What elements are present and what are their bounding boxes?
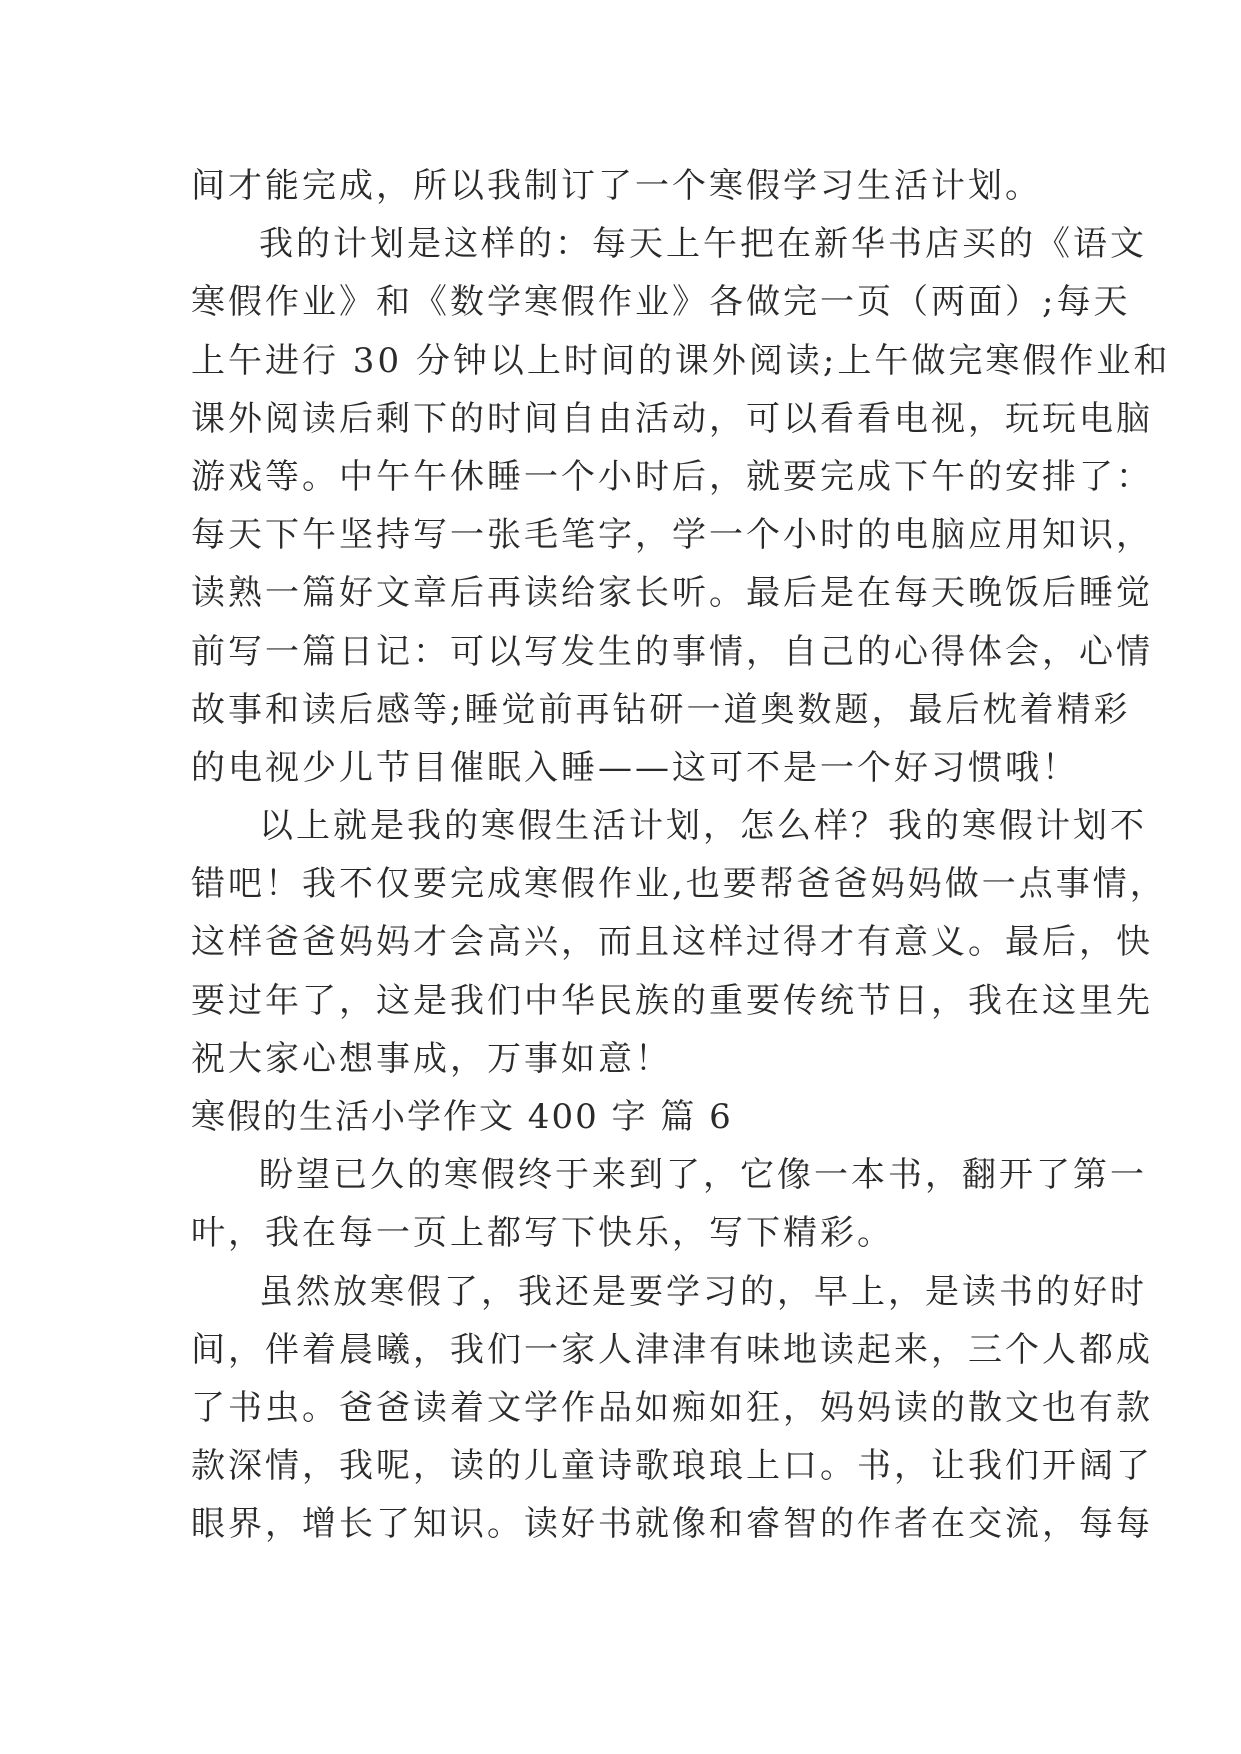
- paragraph-line: 读熟一篇好文章后再读给家长听。最后是在每天晚饭后睡觉: [191, 573, 1153, 614]
- paragraph-line: 寒假作业》和《数学寒假作业》各做完一页（两面）;每天: [191, 282, 1131, 323]
- paragraph-line: 间，伴着晨曦，我们一家人津津有味地读起来，三个人都成: [191, 1329, 1153, 1370]
- paragraph-line: 要过年了，这是我们中华民族的重要传统节日，我在这里先: [191, 980, 1153, 1021]
- paragraph-line: 这样爸爸妈妈才会高兴，而且这样过得才有意义。最后，快: [191, 922, 1153, 963]
- paragraph-line: 课外阅读后剩下的时间自由活动，可以看看电视，玩玩电脑: [191, 398, 1153, 439]
- paragraph-line: 以上就是我的寒假生活计划，怎么样？我的寒假计划不: [259, 806, 1147, 847]
- paragraph-line: 故事和读后感等;睡觉前再钻研一道奥数题，最后枕着精彩: [191, 689, 1131, 730]
- document-body: [191, 157, 1171, 1554]
- paragraph-line: 虽然放寒假了，我还是要学习的，早上，是读书的好时: [259, 1271, 1147, 1312]
- paragraph-line: 祝大家心想事成，万事如意！: [191, 1038, 672, 1079]
- paragraph-line: 款深情，我呢，读的儿童诗歌琅琅上口。书，让我们开阔了: [191, 1446, 1153, 1487]
- paragraph-line: 盼望已久的寒假终于来到了，它像一本书，翻开了第一: [259, 1155, 1147, 1196]
- paragraph-line: 间才能完成，所以我制订了一个寒假学习生活计划。: [191, 166, 1042, 206]
- paragraph-line: 眼界，增长了知识。读好书就像和睿智的作者在交流，每每: [191, 1504, 1153, 1545]
- paragraph-line: 我的计划是这样的：每天上午把在新华书店买的《语文: [259, 224, 1147, 265]
- paragraph-line: 叶，我在每一页上都写下快乐，写下精彩。: [191, 1213, 894, 1254]
- section-heading: 寒假的生活小学作文 400 字 篇 6: [191, 1097, 733, 1137]
- paragraph-line: 的电视少儿节目催眠入睡——这可不是一个好习惯哦！: [191, 747, 1079, 788]
- paragraph-line: 了书虫。爸爸读着文学作品如痴如狂，妈妈读的散文也有款: [191, 1387, 1153, 1428]
- paragraph-line: 错吧！我不仅要完成寒假作业,也要帮爸爸妈妈做一点事情，: [191, 864, 1167, 905]
- paragraph-line: 上午进行 30 分钟以上时间的课外阅读;上午做完寒假作业和: [191, 340, 1171, 381]
- paragraph-line: 游戏等。中午午休睡一个小时后，就要完成下午的安排了：: [191, 456, 1153, 497]
- paragraph-line: 每天下午坚持写一张毛笔字，学一个小时的电脑应用知识，: [191, 515, 1153, 556]
- paragraph-line: 前写一篇日记：可以写发生的事情，自己的心得体会，心情: [191, 631, 1153, 672]
